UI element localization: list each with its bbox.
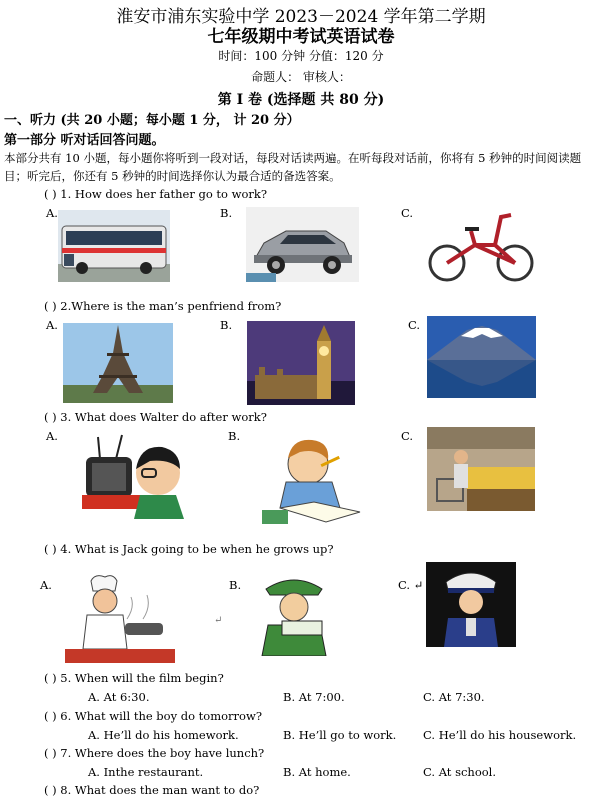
option-label: B.: [220, 206, 233, 220]
question-2: [44, 299, 281, 313]
question-7: [44, 746, 264, 760]
question-3: [44, 410, 267, 424]
mount-fuji-picture: [427, 316, 536, 398]
volume-title: 第 I 卷 (选择题 共 80 分): [217, 92, 385, 108]
choice-a: A. He’ll do his homework.: [88, 728, 239, 742]
option-label: C.: [401, 429, 414, 443]
section-title: 一、听力 (共 20 小题；每小题 1 分， 计 20 分）: [4, 113, 300, 128]
answer-blank[interactable]: ( ): [44, 299, 57, 313]
question-5: [44, 671, 224, 685]
choice-c: C. He’ll do his housework.: [423, 728, 577, 742]
question-4: [44, 542, 334, 556]
question-6: [44, 709, 262, 723]
answer-blank[interactable]: ( ): [44, 542, 57, 556]
answer-blank[interactable]: ( ): [44, 187, 57, 201]
question-text: 6. What will the boy do tomorrow?: [60, 709, 262, 723]
choice-b: B. At 7:00.: [283, 690, 345, 704]
choice-a: A. Inthe restaurant.: [88, 765, 204, 779]
question-text: 7. Where does the boy have lunch?: [60, 746, 265, 760]
big-ben-picture: [247, 321, 355, 405]
answer-blank[interactable]: ( ): [44, 783, 57, 797]
choice-a: A. At 6:30.: [88, 690, 150, 704]
choice-c: C. At 7:30.: [423, 690, 485, 704]
exam-title: 七年级期中考试英语试卷: [207, 27, 395, 47]
option-label: A.: [46, 206, 58, 220]
stray-mark: ↵: [214, 615, 223, 626]
car-picture: [246, 207, 359, 282]
question-text: 4. What is Jack going to be when he grows up?: [60, 542, 334, 556]
option-label: C.: [408, 318, 421, 332]
supermarket-picture: [427, 427, 535, 511]
question-text: 1. How does her father go to work?: [60, 187, 268, 201]
option-label: C. ↵: [398, 578, 424, 592]
option-label: B.: [220, 318, 233, 332]
setters-line: 命题人： 审核人：: [251, 70, 351, 84]
option-label: A.: [40, 578, 52, 592]
homework-picture: [260, 430, 366, 532]
question-8: [44, 783, 259, 797]
policeman-picture: [426, 562, 516, 647]
school-title: 淮安市浦东实验中学 2023－2024 学年第二学期: [116, 7, 486, 27]
tv-watching-picture: [80, 429, 188, 519]
option-label: C.: [401, 206, 414, 220]
question-text: 5. When will the film begin?: [60, 671, 224, 685]
bus-picture: [58, 210, 170, 282]
instructions: 本部分共有 10 小题，每小题你将听到一段对话，每段对话读两遍。在听每段对话前，你将有 5 秒钟的时间阅读题目；听完后，你还有 5 秒钟的时间选择你认为最合适的备选答案。: [4, 151, 582, 183]
choice-b: B. He’ll go to work.: [283, 728, 397, 742]
option-label: B.: [229, 578, 242, 592]
choice-b: B. At home.: [283, 765, 351, 779]
answer-blank[interactable]: ( ): [44, 746, 57, 760]
cook-picture: [65, 573, 175, 663]
option-label: A.: [46, 429, 58, 443]
answer-blank[interactable]: ( ): [44, 410, 57, 424]
bicycle-picture: [425, 205, 537, 285]
question-1: [44, 187, 267, 201]
answer-blank[interactable]: ( ): [44, 671, 57, 685]
part-title: 第一部分 听对话回答问题。: [4, 133, 165, 148]
question-text: 3. What does Walter do after work?: [60, 410, 267, 424]
option-label: A.: [46, 318, 58, 332]
soldier-picture: [246, 571, 342, 656]
option-label: B.: [228, 429, 241, 443]
answer-blank[interactable]: ( ): [44, 709, 57, 723]
eiffel-tower-picture: [63, 323, 173, 403]
question-text: 2.Where is the man’s penfriend from?: [60, 299, 282, 313]
choice-c: C. At school.: [423, 765, 497, 779]
question-text: 8. What does the man want to do?: [60, 783, 260, 797]
time-score-line: 时间：100 分钟 分值：120 分: [218, 49, 384, 63]
